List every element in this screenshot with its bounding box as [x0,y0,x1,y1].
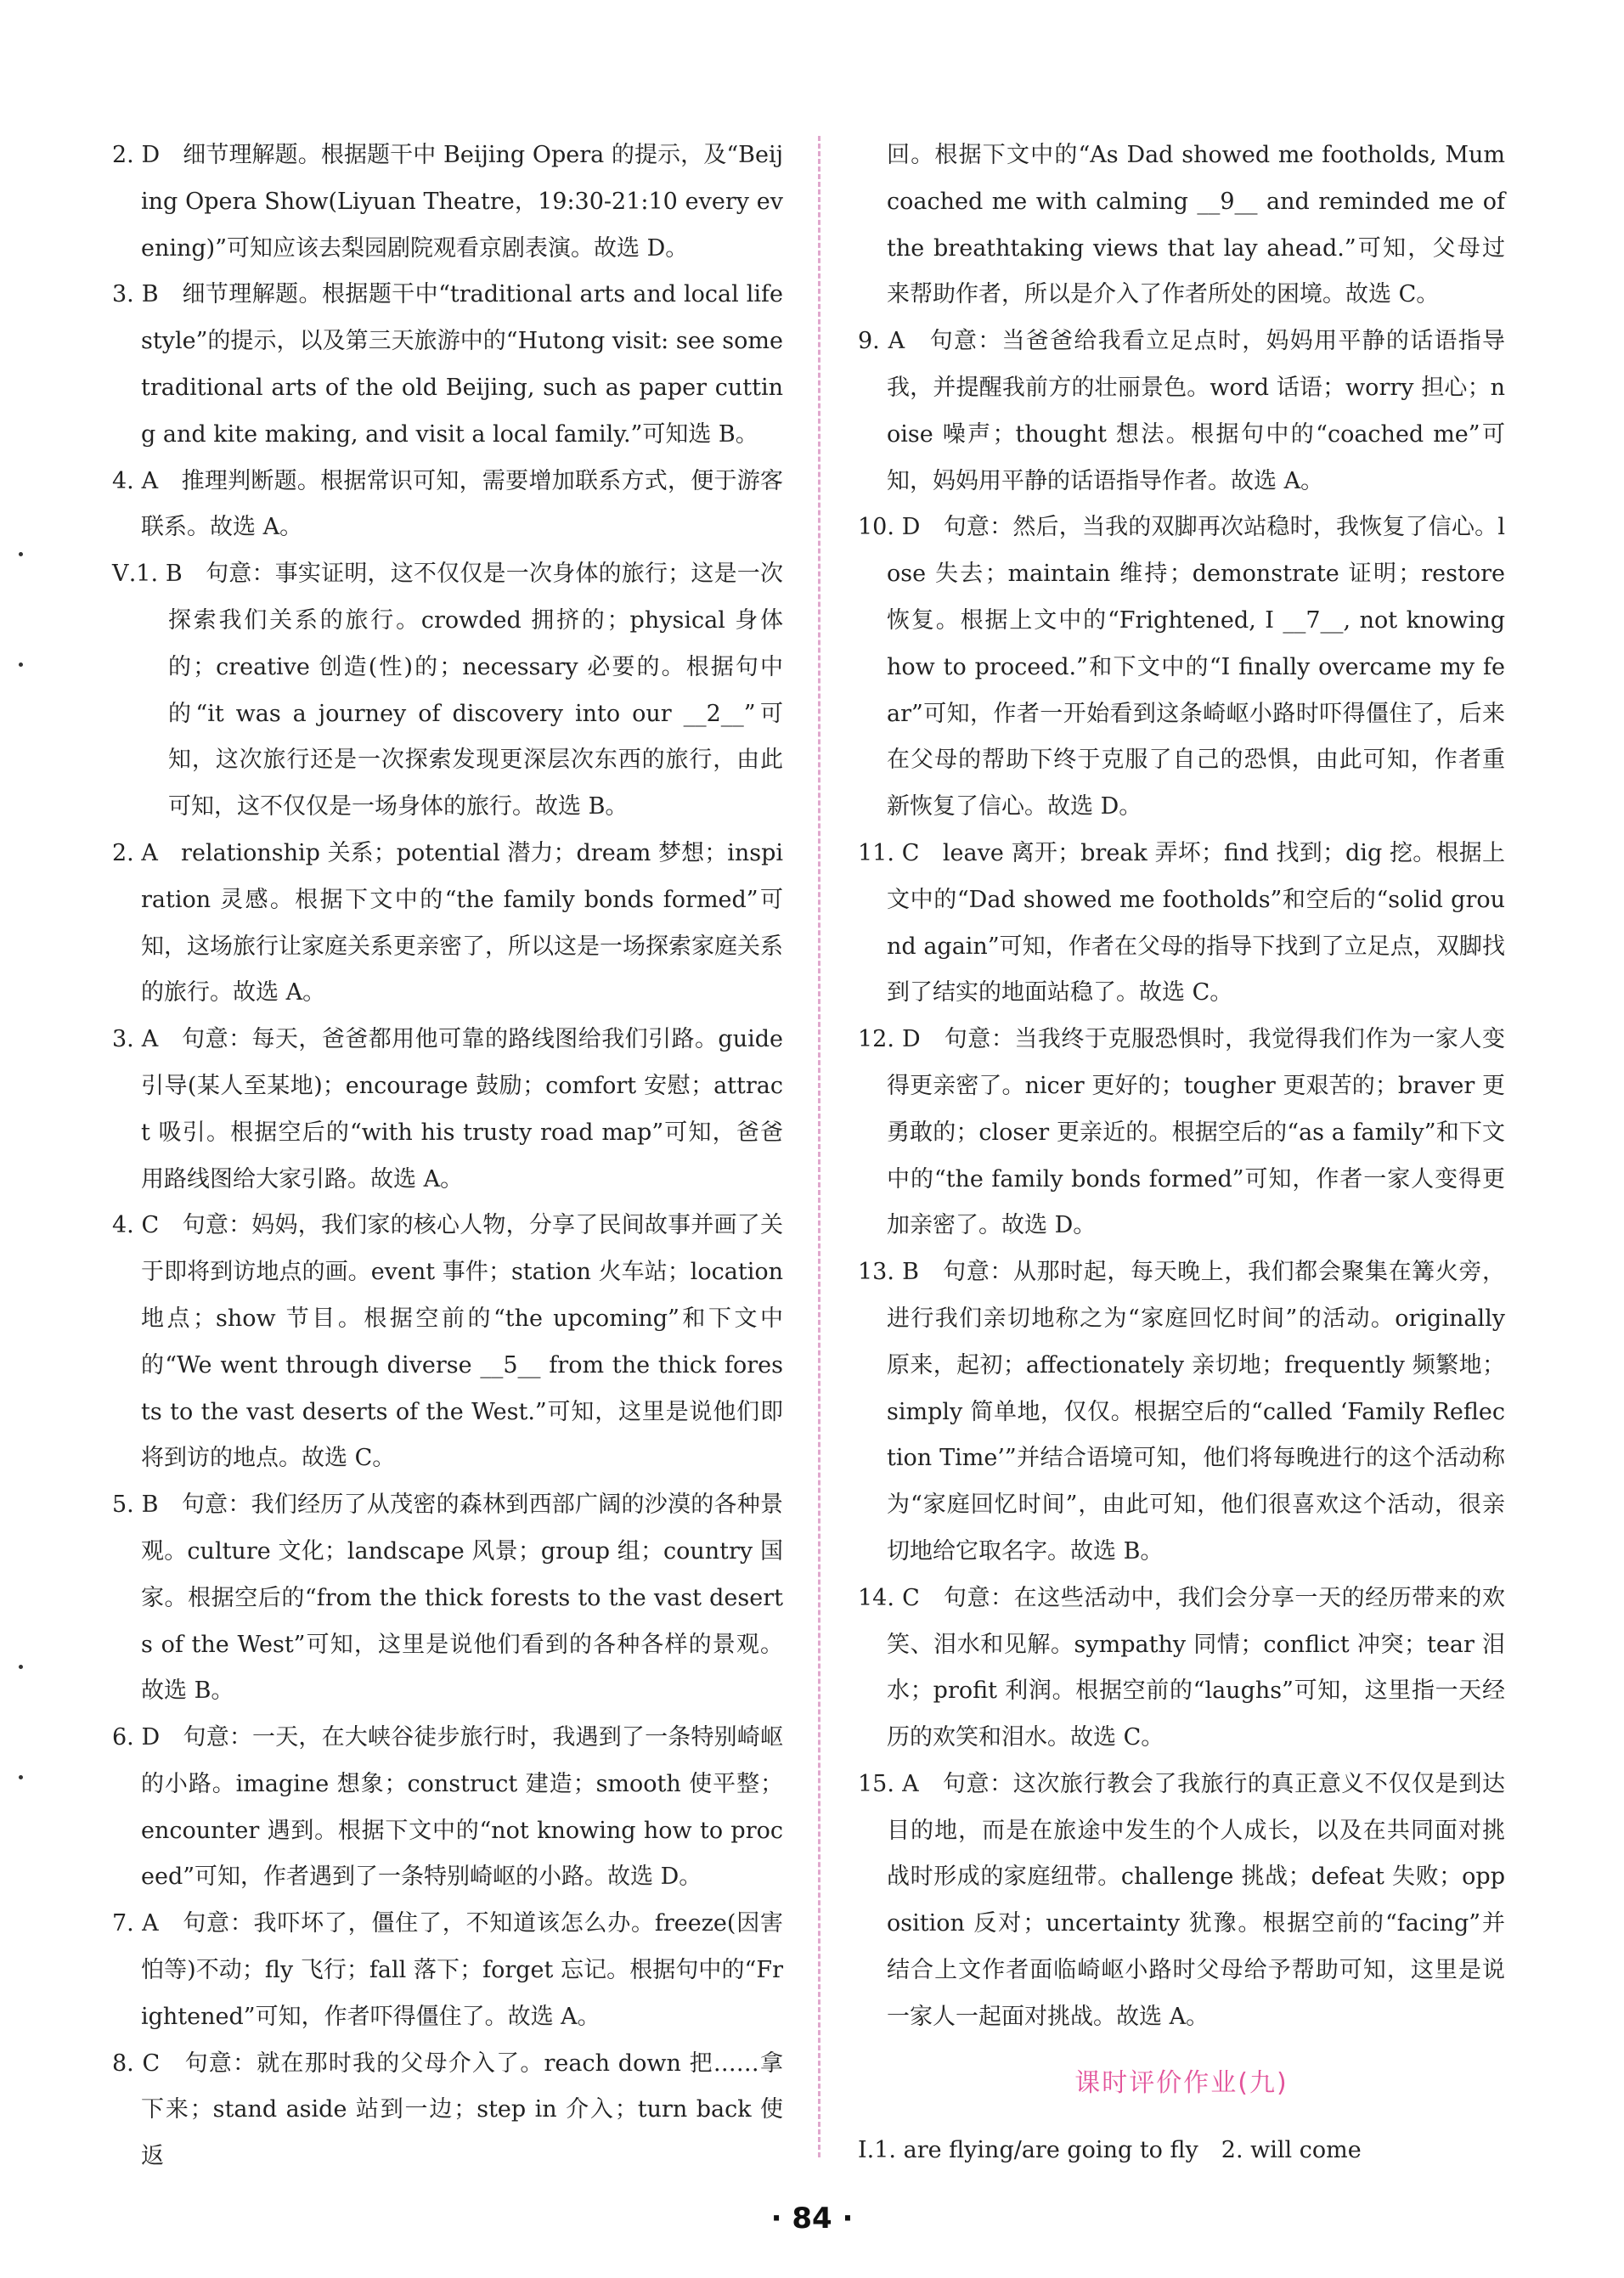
answer-entry: 6. D 句意：一天，在大峡谷徒步旅行时，我遇到了一条特别崎岖的小路。imagine 想象；construct 建造；smooth 使平整；encounter 遇到。根据下文中的“not knowing how to proceed”可知，作者遇到了一条特别崎岖的小路。故选 D。 [112,1724,783,1891]
column-divider [818,136,820,2157]
answer-entry: 4. C 句意：妈妈，我们家的核心人物，分享了民间故事并画了关于即将到访地点的画。event 事件；station 火车站；location 地点；show 节目。根据空前的“the upcoming”和下文中的“We went through diverse __5__ from the thick forests to the vast deserts of the West.”可知，这里是说他们即将到访的地点。故选 C。 [112,1212,783,1472]
answer-entry: 14. C 句意：在这些活动中，我们会分享一天的经历带来的欢笑、泪水和见解。sympathy 同情；conflict 冲突；tear 泪水；profit 利润。根据空前的“laughs”可知，这里指一天经历的欢笑和泪水。故选 C。 [858,1584,1505,1751]
answer-entry: 13. B 句意：从那时起，每天晚上，我们都会聚集在篝火旁，进行我们亲切地称之为“家庭回忆时间”的活动。originally 原来，起初；affectionately 亲切地；frequently 频繁地；simply 简单地，仅仅。根据空后的“called ‘Family Reflection Time’”并结合语境可知，他们将每晚进行的这个活动称为“家庭回忆时间”，由此可知，他们很喜欢这个活动，很亲切地给它取名字。故选 B。 [858,1259,1505,1565]
margin-mark [19,1775,23,1779]
answer-entry: 11. C leave 离开；break 弄坏；find 找到；dig 挖。根据上文中的“Dad showed me footholds”和空后的“solid ground again”可知，作者在父母的指导下找到了立足点，双脚找到了结实的地面站稳了。故选 C。 [858,839,1505,1006]
margin-mark [19,1665,23,1669]
answer-entry: 2. D 细节理解题。根据题干中 Beijing Opera 的提示，及“Beijing Opera Show(Liyuan Theatre，19:30-21:10 every evening)”可知应该去梨园剧院观看京剧表演。故选 D。 [112,142,783,262]
answer-entry: 9. A 句意：当爸爸给我看立足点时，妈妈用平静的话语指导我，并提醒我前方的壮丽景色。word 话语；worry 担心；noise 噪声；thought 想法。根据句中的“coached me”可知，妈妈用平静的话语指导作者。故选 A。 [858,328,1505,494]
answer-entry: Ⅴ.1. B 句意：事实证明，这不仅仅是一次身体的旅行；这是一次探索我们关系的旅行。crowded 拥挤的；physical 身体的；creative 创造(性)的；necessary 必要的。根据句中的“it was a journey of discovery into our __2__”可知，这次旅行还是一次探索发现更深层次东西的旅行，由此可知，这不仅仅是一场身体的旅行。故选 B。 [112,561,783,820]
answer-entry: Ⅰ.1. are flying/are going to fly 2. will come [858,2136,1362,2163]
answer-entry: 15. A 句意：这次旅行教会了我旅行的真正意义不仅仅是到达目的地，而是在旅途中发生的个人成长，以及在共同面对挑战时形成的家庭纽带。challenge 挑战；defeat 失败；opposition 反对；uncertainty 犹豫。根据空前的“facing”并结合上文作者面临崎岖小路时父母给予帮助可知，这里是说一家人一起面对挑战。故选 A。 [858,1770,1505,2030]
answer-entry: 7. A 句意：我吓坏了，僵住了，不知道该怎么办。freeze(因害怕等)不动；fly 飞行；fall 落下；forget 忘记。根据句中的“Frightened”可知，作者吓得僵住了。故选 A。 [112,1910,783,2030]
answer-entry-continued: 回。根据下文中的“As Dad showed me footholds, Mum coached me with calming __9__ and reminded me of the breathtaking views that lay ahead.”可知，父母过来帮助作者，所以是介入了作者所处的困境。故选 C。 [887,142,1505,308]
right-column [858,133,1505,2174]
left-column [112,133,783,2180]
margin-mark [19,552,23,556]
page-number: · 84 · [770,2202,854,2236]
answer-entry: 3. B 细节理解题。根据题干中“traditional arts and local lifestyle”的提示，以及第三天旅游中的“Hutong visit: see some traditional arts of the old Beijing, such as paper cutting and kite making, and visit a local family.”可知选 B。 [112,281,783,448]
margin-mark [19,663,23,667]
answer-entry: 2. A relationship 关系；potential 潜力；dream 梦想；inspiration 灵感。根据下文中的“the family bonds formed”可知，这场旅行让家庭关系更亲密了，所以这是一场探索家庭关系的旅行。故选 A。 [112,839,783,1006]
answer-entry: 4. A 推理判断题。根据常识可知，需要增加联系方式，便于游客联系。故选 A。 [112,467,783,541]
answer-entry: 12. D 句意：当我终于克服恐惧时，我觉得我们作为一家人变得更亲密了。nicer 更好的；tougher 更艰苦的；braver 更勇敢的；closer 更亲近的。根据空后的“as a family”和下文中的“the family bonds formed”可知，作者一家人变得更加亲密了。故选 D。 [858,1026,1505,1239]
answer-entry: 10. D 句意：然后，当我的双脚再次站稳时，我恢复了信心。lose 失去；maintain 维持；demonstrate 证明；restore 恢复。根据上文中的“Frightened, I __7__, not knowing how to proceed.”和下文中的“I finally overcame my fear”可知，作者一开始看到这条崎岖小路时吓得僵住了，后来在父母的帮助下终于克服了自己的恐惧，由此可知，作者重新恢复了信心。故选 D。 [858,514,1505,820]
answer-entry: 5. B 句意：我们经历了从茂密的森林到西部广阔的沙漠的各种景观。culture 文化；landscape 风景；group 组；country 国家。根据空后的“from the thick forests to the vast deserts of the West”可知，这里是说他们看到的各种各样的景观。故选 B。 [112,1491,783,1705]
section-title: 课时评价作业(九) [1074,2067,1288,2098]
answer-entry: 8. C 句意：就在那时我的父母介入了。reach down 把……拿下来；stand aside 站到一边；step in 介入；turn back 使返 [112,2050,783,2170]
answer-entry: 3. A 句意：每天，爸爸都用他可靠的路线图给我们引路。guide 引导(某人至某地)；encourage 鼓励；comfort 安慰；attract 吸引。根据空后的“with his trusty road map”可知，爸爸用路线图给大家引路。故选 A。 [112,1026,783,1193]
